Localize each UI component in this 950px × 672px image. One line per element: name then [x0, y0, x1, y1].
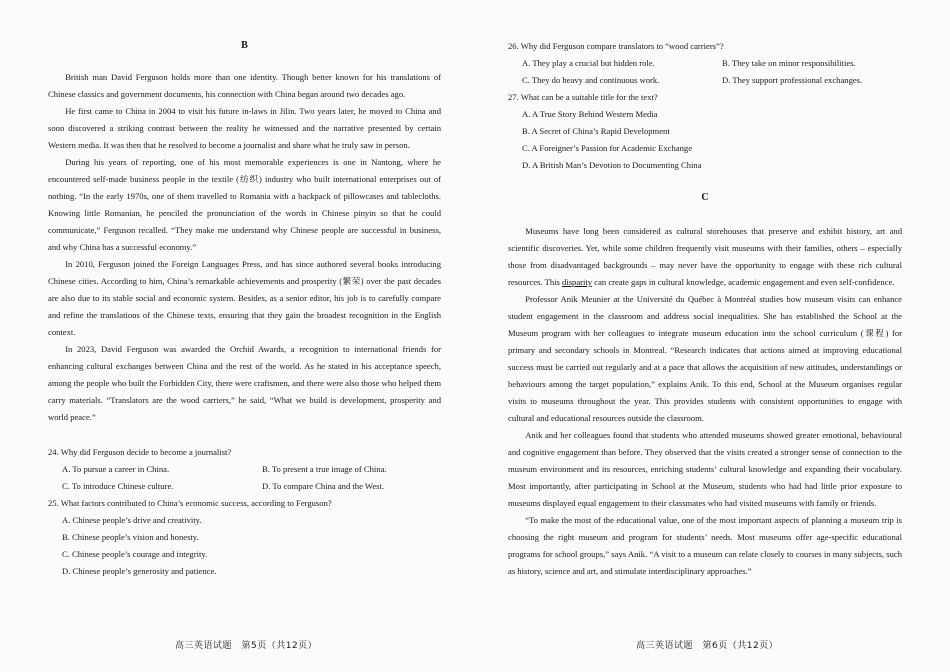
page-footer-left: 高三英语试题 第5页（共12页）	[175, 641, 318, 651]
passage-b-paragraph: In 2010, Ferguson joined the Foreign Languages Press, and has since authored several books introducing Chinese cities. According to him, China’s remarkable achievements and prosperity (繁荣) over the past decades are also due to its stable social and economic system. Besides, as a senior editor, his job is to carefully compare and refine the translations of the Chinese texts, ensuring that they gain the broadest recognition in the English context.	[48, 259, 441, 337]
question-24-option-d[interactable]: D. To compare China and the West.	[262, 481, 385, 491]
question-24-options	[48, 461, 441, 495]
section-b-title: B	[241, 40, 248, 51]
question-26-option-d[interactable]: D. They support professional exchanges.	[722, 75, 863, 85]
passage-b-paragraph: He first came to China in 2004 to visit his future in-laws in Jilin. Two years later, he moved to China and soon discovered a striking contrast between the reality he witnessed and the narrative presented by certain Western media. It was then that he resolved to become a journalist and share what he truly saw in person.	[48, 106, 441, 150]
question-24-stem: 24. Why did Ferguson decide to become a journalist?	[48, 447, 232, 457]
question-25-option-d[interactable]: D. Chinese people’s generosity and patience.	[62, 566, 217, 576]
question-24-option-a[interactable]: A. To pursue a career in China.	[62, 464, 170, 474]
page-footer-right: 高三英语试题 第6页（共12页）	[636, 641, 779, 651]
question-27-option-a[interactable]: A. A True Story Behind Western Media	[522, 109, 658, 119]
passage-c-paragraph: “To make the most of the educational value, one of the most important aspects of planning a museum trip is choosing the right museum and program for students’ needs. Most museums offer age-specific educational programs for school groups,” says Anik. “A visit to a museum can relate closely to courses in many subjects, such as history, science and art, and stimulate interdisciplinary approaches.”	[508, 515, 902, 576]
passage-b-paragraph: During his years of reporting, one of his most memorable experiences is one in Nantong, where he encountered self-made business people in the textile (纺织) industry who built international enterprises out of nothing. “In the early 1970s, one of them travelled to Romania with a backpack of pillowcases and tablecloths. Knowing little Romanian, he penciled the pronunciation of the words in Chinese pinyin so that he could communicate,” Ferguson recalled. “They make me understand why Chinese people are successful in business, and why China has a successful economy.”	[48, 157, 441, 252]
passage-c-paragraph	[508, 223, 902, 291]
passage-b-paragraph: In 2023, David Ferguson was awarded the Orchid Awards, a recognition to international friends for enhancing cultural exchanges between China and the rest of the world. As he stated in his acceptance speech, among the people who built the Forbidden City, there were craftsmen, and there were also those who helped them carry materials. “Translators are the wood carriers,” he said, “What we build is development, prosperity and world peace.”	[48, 344, 441, 422]
passage-c-paragraph: Professor Anik Meunier at the Université du Québec à Montréal studies how museum visits can enhance student engagement in the classroom and address social inequalities. She has established the School at the Museum program with her colleagues to integrate museum education into the school curriculum (课程) for primary and secondary schools in Montreal. “Research indicates that actions aimed at improving educational success must be carried out regularly and at a pace that allows the acquisition of new attitudes, understandings or behaviours among the target population,” explains Anik. To this end, School at the Museum organises regular visits to museums throughout the year. This provides students with consistent opportunities to engage with cultural and educational resources outside the classroom.	[508, 294, 902, 423]
question-27-option-d[interactable]: D. A British Man’s Devotion to Documenting China	[522, 160, 702, 170]
question-26-option-c[interactable]: C. They do heavy and continuous work.	[522, 75, 660, 85]
question-24-option-c[interactable]: C. To introduce Chinese culture.	[62, 481, 174, 491]
question-24-option-b[interactable]: B. To present a true image of China.	[262, 464, 387, 474]
left-page	[48, 0, 441, 580]
question-26-options	[508, 55, 902, 89]
question-27-option-c[interactable]: C. A Foreigner’s Passion for Academic Exchange	[522, 143, 693, 153]
question-25-stem: 25. What factors contributed to China’s economic success, according to Ferguson?	[48, 498, 332, 508]
question-27-stem: 27. What can be a suitable title for the text?	[508, 92, 658, 102]
question-25-option-b[interactable]: B. Chinese people’s vision and honesty.	[62, 532, 199, 542]
underlined-word: disparity	[562, 277, 593, 287]
question-26-option-b[interactable]: B. They take on minor responsibilities.	[722, 58, 856, 68]
question-25-option-a[interactable]: A. Chinese people’s drive and creativity.	[62, 515, 202, 525]
question-26-option-a[interactable]: A. They play a crucial but hidden role.	[522, 58, 655, 68]
passage-c-text: can create gaps in cultural knowledge, academic engagement and even self-confidence.	[592, 277, 895, 287]
question-26-stem: 26. Why did Ferguson compare translators to “wood carriers”?	[508, 41, 724, 51]
right-page	[508, 0, 902, 580]
passage-b-paragraph: British man David Ferguson holds more than one identity. Though better known for his translations of Chinese classics and government documents, his connection with China began around two decades ago.	[48, 72, 441, 99]
question-25-option-c[interactable]: C. Chinese people’s courage and integrity.	[62, 549, 208, 559]
section-c-title: C	[701, 192, 709, 203]
passage-c-text: Museums have long been considered as cultural storehouses that preserve and exhibit history, art and scientific discoveries. Yet, while some children frequently visit museums with their families, others – especially those from disadvantaged backgrounds – may never have the opportunity to engage with these rich cultural resources. This	[508, 226, 902, 287]
question-27-option-b[interactable]: B. A Secret of China’s Rapid Development	[522, 126, 670, 136]
passage-c-paragraph: Anik and her colleagues found that students who attended museums showed greater emotional, behavioural and cognitive engagement than before. They observed that the visits created a stronger sense of connection to the museum environment and its resources, enriching students’ cultural knowledge and expanding their vocabulary. Most importantly, after participating in School at the Museum, students who had had little prior exposure to museums displayed equal engagement to their classmates who had visited museums with family or friends.	[508, 430, 902, 508]
